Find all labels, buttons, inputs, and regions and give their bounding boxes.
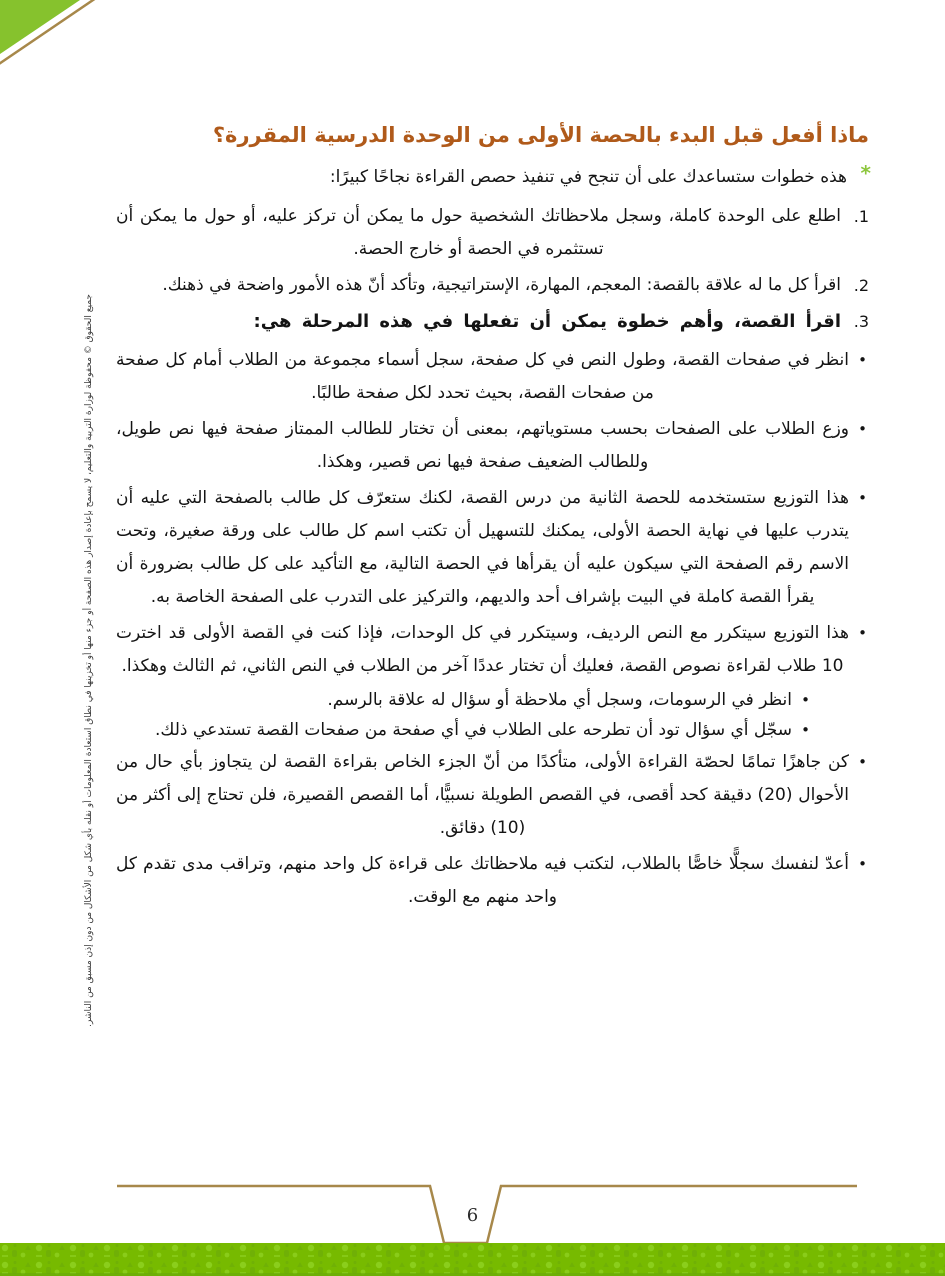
bullet-text: هذا التوزيع ستستخدمه للحصة الثانية من درس القصة، لكنك ستعرّف كل طالب بالصفحة التي عليه أن يتدرب عليها في نهاية الحصة الأولى، يمكنك للتسهيل أن تكتب اسم كل طالب على ورقة صغيرة، وتحت الاسم رقم الصفحة التي سيكون عليه أن يقرأها في الحصة التالية، مع التأكيد على كل طالب بضرورة أن يقرأ القصة كاملة في البيت بإشراف أحد والديهم، والتركيز على التدرب على الصفحة الخاصة به. — [116, 488, 849, 608]
bullet-text: هذا التوزيع سيتكرر مع النص الرديف، وسيتكرر في كل الوحدات، فإذا كنت في القصة الأولى قد اخترت 10 طلاب لقراءة نصوص القصة، فعليك أن تختار عددًا آخر من الطلاب في النص الثاني، ثم الثالث وهكذا. — [116, 623, 849, 677]
numbered-item-2 — [116, 269, 869, 302]
intro-text: هذه خطوات ستساعدك على أن تنجح في تنفيذ حصص القراءة نجاحًا كبيرًا: — [329, 167, 847, 188]
corner-decoration — [0, 0, 130, 90]
corner-triangle — [0, 0, 80, 54]
numbered-item-1 — [116, 200, 869, 266]
item-number: 3. — [853, 312, 869, 332]
bullet-item-7 — [116, 746, 869, 845]
bullet-icon: • — [858, 753, 867, 772]
item-text: اقرأ كل ما له علاقة بالقصة: المعجم، المهارة، الإستراتيجية، وتأكد أنّ هذه الأمور واضحة في ذهنك. — [162, 275, 841, 296]
numbered-item-3 — [116, 305, 869, 338]
item-number: 1. — [853, 207, 869, 227]
item-text: اقرأ القصة، وأهم خطوة يمكن أن تفعلها في هذه المرحلة هي: — [253, 311, 841, 333]
page-number: 6 — [466, 1205, 479, 1226]
bullet-item-6 — [116, 716, 812, 745]
footer-green-strip — [0, 1243, 945, 1276]
bullet-text: انظر في صفحات القصة، وطول النص في كل صفحة، سجل أسماء مجموعة من الطلاب أمام كل صفحة من صفحات القصة، بحيث تحدد لكل صفحة طالبًا. — [116, 350, 849, 404]
bullet-item-2 — [116, 413, 869, 479]
sidebar-copyright-text: جميع الحقوق © محفوظة لوزارة التربية والتعليم، لا يسمح بإعادة إصدار هذه الصفحة أو جزء منها أو تخزينها في نطاق استعادة المعلومات أو نقله بأي شكل من الأشكال من دون إذن مسبق من الناشر. — [84, 294, 94, 1027]
page-title: ماذا أفعل قبل البدء بالحصة الأولى من الوحدة الدرسية المقررة؟ — [212, 123, 869, 147]
bullet-text: أعدّ لنفسك سجلًّا خاصًّا بالطلاب، لتكتب فيه ملاحظاتك على قراءة كل واحد منهم، وتراقب مدى تقدم كل واحد منهم مع الوقت. — [116, 854, 849, 908]
bullet-icon: • — [801, 721, 810, 740]
item-number: 2. — [853, 276, 869, 296]
bullet-text: كن جاهزًا تمامًا لحصّة القراءة الأولى، متأكدًا من أنّ الجزء الخاص بقراءة القصة لن يتجاوز بأي حال من الأحوال (20) دقيقة كحد أقصى، في القصص الطويلة نسبيًّا، أما القصص القصيرة، فلن تحتاج إلى أكثر من (10) دقائق. — [116, 752, 850, 839]
bullet-item-8 — [116, 848, 869, 914]
bullet-item-3 — [116, 482, 869, 614]
main-content — [116, 122, 869, 917]
bullet-icon: • — [858, 624, 867, 643]
bullet-item-5 — [116, 686, 812, 715]
strip-pattern — [0, 1243, 945, 1276]
bullet-icon: • — [858, 420, 867, 439]
bullet-list — [116, 344, 869, 914]
bullet-icon: • — [858, 855, 867, 874]
intro-line — [116, 161, 869, 194]
item-text: اطلع على الوحدة كاملة، وسجل ملاحظاتك الشخصية حول ما يمكن أن تركز عليه، أو حول ما يمكن أن تستثمره في الحصة أو خارج الحصة. — [116, 206, 841, 260]
bullet-icon: • — [801, 691, 810, 710]
bullet-text: وزع الطلاب على الصفحات بحسب مستوياتهم، بمعنى أن تختار للطالب الممتاز صفحة فيها نص طويل، وللطالب الضعيف صفحة فيها نص قصير، وهكذا. — [116, 419, 849, 473]
bullet-item-4 — [116, 617, 869, 683]
bullet-icon: • — [858, 351, 867, 370]
bullet-text: انظر في الرسومات، وسجل أي ملاحظة أو سؤال له علاقة بالرسم. — [327, 690, 792, 711]
green-asterisk-icon: * — [860, 161, 871, 186]
bullet-item-1 — [116, 344, 869, 410]
bullet-text: سجّل أي سؤال تود أن تطرحه على الطلاب في أي صفحة من صفحات القصة تستدعي ذلك. — [155, 720, 792, 741]
bullet-icon: • — [858, 489, 867, 508]
